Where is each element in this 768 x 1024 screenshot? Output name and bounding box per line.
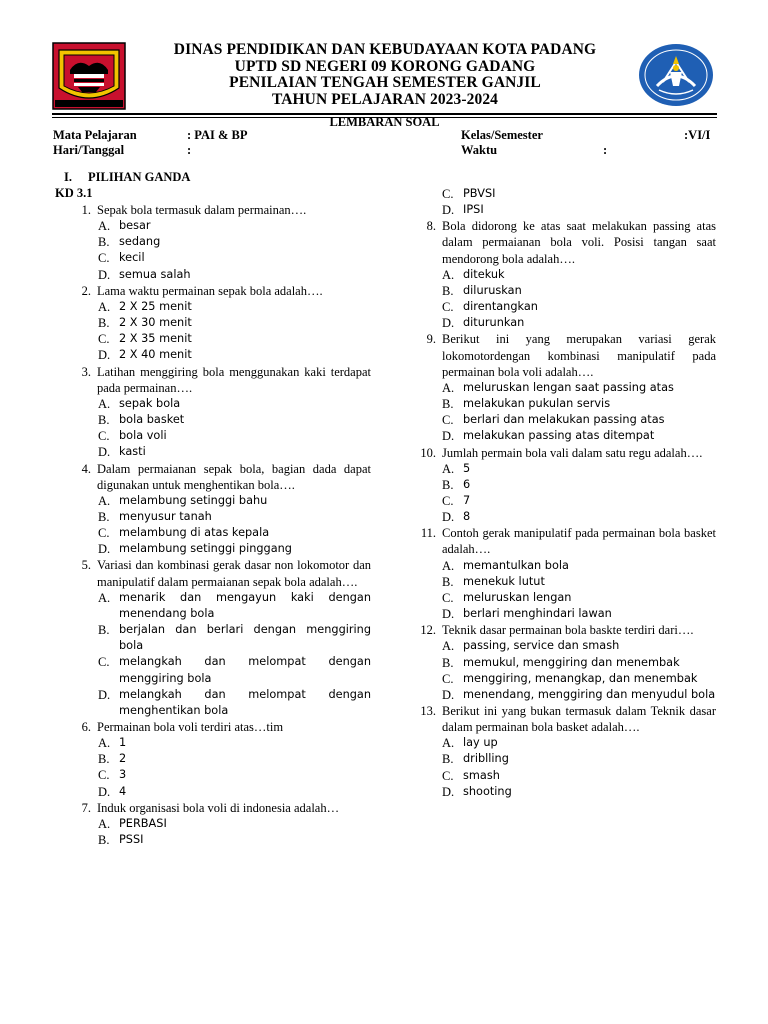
answer-option bbox=[418, 574, 716, 590]
question-item bbox=[418, 331, 716, 444]
answer-option bbox=[55, 412, 371, 428]
sheet-title: LEMBARAN SOAL bbox=[329, 115, 440, 129]
option-letter: A. bbox=[98, 299, 111, 314]
exam-name: PENILAIAN TENGAH SEMESTER GANJIL bbox=[229, 74, 541, 91]
option-text: menyusur tanah bbox=[119, 509, 212, 523]
question-stem bbox=[418, 331, 716, 379]
answer-option bbox=[418, 606, 716, 622]
option-letter: D. bbox=[442, 510, 455, 525]
option-text: melambung setinggi bahu bbox=[119, 493, 268, 507]
option-text: menekuk lutut bbox=[463, 574, 545, 588]
option-text: 5 bbox=[463, 461, 471, 475]
option-letter: D. bbox=[98, 784, 111, 799]
section-number: I. bbox=[64, 170, 72, 184]
school-name: UPTD SD NEGERI 09 KORONG GADANG bbox=[234, 57, 536, 75]
day-label: Hari/Tanggal bbox=[53, 143, 125, 157]
question-item bbox=[418, 218, 716, 331]
option-text: PSSI bbox=[119, 833, 144, 847]
option-letter: A. bbox=[442, 461, 455, 476]
time-label: Waktu bbox=[461, 143, 498, 157]
answer-option bbox=[55, 541, 371, 557]
question-text: Contoh gerak manipulatif pada permainan bola basket adalah…. bbox=[442, 526, 716, 557]
school-year: TAHUN PELAJARAN 2023-2024 bbox=[271, 90, 499, 108]
option-letter: B. bbox=[98, 316, 110, 331]
question-number bbox=[418, 622, 442, 638]
option-letter: A. bbox=[98, 493, 111, 508]
question-number bbox=[418, 525, 442, 557]
option-text: sedang bbox=[119, 235, 161, 249]
option-letter: C. bbox=[442, 671, 454, 686]
question-item bbox=[55, 719, 371, 800]
answer-option bbox=[55, 218, 371, 234]
option-text: 6 bbox=[463, 477, 471, 491]
answer-option bbox=[55, 267, 371, 283]
option-letter: B. bbox=[98, 833, 110, 848]
option-letter: A. bbox=[442, 558, 455, 573]
option-text: memukul, menggiring dan menembak bbox=[463, 655, 680, 669]
continued-options bbox=[418, 186, 716, 218]
option-text: 7 bbox=[463, 493, 471, 507]
option-letter: C. bbox=[442, 300, 454, 315]
letterhead bbox=[130, 42, 640, 108]
question-stem bbox=[418, 525, 716, 557]
question-number bbox=[55, 557, 97, 589]
option-text: 2 X 25 menit bbox=[119, 299, 192, 313]
question-stem bbox=[55, 557, 371, 589]
subject-label: Mata Pelajaran bbox=[53, 128, 137, 142]
option-letter: B. bbox=[98, 413, 110, 428]
questions-right-column bbox=[418, 186, 716, 800]
answer-option bbox=[418, 267, 716, 283]
option-text: meluruskan lengan bbox=[463, 590, 572, 604]
option-letter: D. bbox=[98, 348, 111, 363]
option-letter: A. bbox=[98, 816, 111, 831]
option-text: driblling bbox=[463, 752, 509, 766]
option-text: meluruskan lengan saat passing atas bbox=[463, 380, 674, 394]
question-text: Latihan menggiring bola menggunakan kaki terdapat pada permainan…. bbox=[97, 364, 371, 395]
questions-left-column bbox=[55, 202, 371, 848]
option-letter: C. bbox=[98, 429, 110, 444]
option-letter: D. bbox=[442, 687, 455, 702]
question-stem bbox=[55, 202, 371, 218]
question-stem bbox=[55, 800, 371, 816]
question-stem bbox=[418, 218, 716, 266]
option-letter: A. bbox=[442, 736, 455, 751]
answer-option bbox=[55, 832, 371, 848]
answer-option bbox=[55, 234, 371, 250]
question-number-text: 11. bbox=[420, 526, 436, 541]
option-letter: B. bbox=[442, 655, 454, 670]
option-text: besar bbox=[119, 219, 151, 233]
question-number-text: 9. bbox=[426, 332, 436, 347]
option-letter: C. bbox=[98, 332, 110, 347]
answer-option bbox=[418, 412, 716, 428]
option-text: melangkah dan melompat dengan menghentikan bola bbox=[119, 687, 371, 717]
question-stem bbox=[418, 622, 716, 638]
option-text: melangkah dan melompat dengan menggiring bola bbox=[119, 655, 371, 685]
option-letter: D. bbox=[442, 607, 455, 622]
option-text: 8 bbox=[463, 510, 471, 524]
question-text: Permainan bola voli terdiri atas…tim bbox=[97, 720, 284, 734]
question-text: Bola didorong ke atas saat melakukan passing atas dalam permaianan bola voli. Posisi tangan saat mendorong bola adalah…. bbox=[442, 219, 716, 266]
answer-option bbox=[55, 250, 371, 266]
question-number bbox=[55, 800, 97, 816]
option-text: kecil bbox=[119, 251, 145, 265]
option-text: menarik dan mengayun kaki dengan menendang bola bbox=[119, 590, 371, 620]
question-number-text: 7. bbox=[81, 800, 91, 815]
question-item bbox=[418, 525, 716, 622]
option-text: PERBASI bbox=[119, 816, 167, 830]
option-text: PBVSI bbox=[463, 187, 496, 200]
option-letter: B. bbox=[442, 477, 454, 492]
question-number bbox=[418, 331, 442, 379]
answer-option bbox=[55, 444, 371, 460]
option-letter: D. bbox=[442, 316, 455, 331]
answer-option bbox=[55, 622, 371, 654]
question-number-text: 13. bbox=[420, 704, 436, 718]
option-text: berjalan dan berlari dengan menggiring bola bbox=[119, 623, 371, 653]
answer-option bbox=[418, 283, 716, 299]
answer-option bbox=[418, 509, 716, 525]
question-item bbox=[55, 557, 371, 719]
answer-option bbox=[418, 477, 716, 493]
question-text: Dalam permaianan sepak bola, bagian dada dapat digunakan untuk menghentikan bola…. bbox=[97, 461, 371, 492]
question-number-text: 2. bbox=[81, 283, 91, 298]
question-number bbox=[55, 283, 97, 299]
option-letter: C. bbox=[442, 413, 454, 428]
answer-option bbox=[55, 315, 371, 331]
option-letter: C. bbox=[98, 768, 110, 783]
padang-city-emblem-icon bbox=[52, 42, 126, 110]
answer-option bbox=[418, 428, 716, 444]
question-number bbox=[55, 719, 97, 735]
question-item bbox=[55, 283, 371, 364]
question-number-text: 4. bbox=[81, 461, 91, 476]
option-text: diluruskan bbox=[463, 283, 522, 297]
option-text: sepak bola bbox=[119, 396, 181, 410]
option-letter: B. bbox=[442, 752, 454, 767]
question-number bbox=[55, 461, 97, 493]
option-letter: B. bbox=[98, 509, 110, 524]
answer-option bbox=[418, 784, 716, 800]
competency-code: KD 3.1 bbox=[55, 186, 93, 200]
option-text: smash bbox=[463, 768, 500, 782]
question-text: Berikut ini yang merupakan variasi gerak lokomotordengan kombinasi manipulatif pada permainan bola voli adalah…. bbox=[442, 332, 716, 379]
option-text: 2 bbox=[119, 752, 127, 766]
answer-option bbox=[55, 767, 371, 783]
answer-option bbox=[55, 493, 371, 509]
question-item bbox=[55, 461, 371, 558]
question-item bbox=[418, 622, 716, 703]
question-number-text: 1. bbox=[81, 203, 91, 217]
option-letter: C. bbox=[442, 768, 454, 783]
option-text: shooting bbox=[463, 784, 512, 798]
day-value: : bbox=[187, 143, 192, 157]
option-letter: A. bbox=[98, 396, 111, 411]
answer-option bbox=[418, 768, 716, 784]
question-item bbox=[55, 800, 371, 848]
question-number bbox=[55, 202, 97, 218]
option-letter: A. bbox=[442, 267, 455, 282]
answer-option bbox=[55, 428, 371, 444]
option-letter: C. bbox=[98, 251, 110, 266]
agency-name: DINAS PENDIDIKAN DAN KEBUDAYAAN KOTA PADANG bbox=[173, 41, 597, 58]
answer-option bbox=[418, 186, 716, 202]
subject-value: : PAI & BP bbox=[187, 128, 248, 142]
option-text: melakukan passing atas ditempat bbox=[463, 429, 655, 443]
answer-option bbox=[418, 671, 716, 687]
question-number-text: 3. bbox=[81, 364, 91, 379]
question-number-text: 8. bbox=[426, 219, 436, 234]
answer-option bbox=[55, 751, 371, 767]
answer-option bbox=[55, 654, 371, 686]
option-text: menendang, menggiring dan menyudul bola bbox=[463, 687, 716, 701]
option-letter: B. bbox=[442, 574, 454, 589]
answer-option bbox=[418, 558, 716, 574]
time-value: : bbox=[603, 143, 608, 157]
option-text: melambung setinggi pinggang bbox=[119, 542, 292, 556]
option-text: ditekuk bbox=[463, 267, 505, 281]
option-letter: D. bbox=[98, 542, 111, 557]
answer-option bbox=[55, 784, 371, 800]
answer-option bbox=[418, 461, 716, 477]
answer-option bbox=[418, 687, 716, 703]
option-text: bola voli bbox=[119, 429, 167, 443]
question-stem bbox=[418, 445, 716, 461]
option-letter: C. bbox=[442, 187, 454, 201]
question-stem bbox=[418, 703, 716, 735]
question-text: Lama waktu permainan sepak bola adalah…. bbox=[97, 283, 323, 298]
question-item bbox=[418, 703, 716, 800]
option-text: berlari menghindari lawan bbox=[463, 607, 612, 621]
class-value: :VI/I bbox=[684, 128, 711, 142]
option-text: 3 bbox=[119, 768, 127, 782]
section-title: PILIHAN GANDA bbox=[88, 170, 191, 184]
question-text: Induk organisasi bola voli di indonesia adalah… bbox=[97, 800, 340, 815]
answer-option bbox=[418, 751, 716, 767]
question-text: Teknik dasar permainan bola baskte terdiri dari…. bbox=[442, 623, 694, 638]
question-number bbox=[55, 364, 97, 396]
option-text: 4 bbox=[119, 784, 127, 798]
option-text: diturunkan bbox=[463, 316, 525, 330]
question-number bbox=[418, 703, 442, 735]
question-number-text: 10. bbox=[420, 445, 436, 460]
option-text: kasti bbox=[119, 445, 146, 459]
option-letter: A. bbox=[98, 590, 111, 605]
question-text: Berikut ini yang bukan termasuk dalam Teknik dasar dalam permainan bola basket adalah…. bbox=[442, 704, 716, 735]
option-letter: D. bbox=[98, 687, 111, 702]
option-letter: D. bbox=[442, 203, 455, 218]
option-text: bola basket bbox=[119, 413, 185, 427]
answer-option bbox=[418, 493, 716, 509]
question-stem bbox=[55, 283, 371, 299]
answer-option bbox=[55, 331, 371, 347]
question-item bbox=[55, 364, 371, 461]
option-text: passing, service dan smash bbox=[463, 639, 620, 653]
option-letter: A. bbox=[98, 219, 111, 234]
answer-option bbox=[418, 202, 716, 218]
section-heading bbox=[64, 170, 190, 185]
option-text: melakukan pukulan servis bbox=[463, 397, 611, 411]
question-stem bbox=[55, 461, 371, 493]
answer-option bbox=[418, 396, 716, 412]
answer-option bbox=[418, 638, 716, 654]
option-letter: D. bbox=[442, 784, 455, 799]
question-number-text: 5. bbox=[81, 558, 91, 573]
option-text: 2 X 30 menit bbox=[119, 316, 192, 330]
question-stem bbox=[55, 719, 371, 735]
option-letter: B. bbox=[442, 283, 454, 298]
option-letter: A. bbox=[442, 380, 455, 395]
option-text: semua salah bbox=[119, 267, 191, 281]
tut-wuri-handayani-logo-icon bbox=[637, 42, 715, 108]
question-item bbox=[55, 202, 371, 283]
option-letter: D. bbox=[442, 429, 455, 444]
answer-option bbox=[55, 735, 371, 751]
answer-option bbox=[55, 687, 371, 719]
question-number-text: 12. bbox=[420, 623, 436, 638]
question-number-text: 6. bbox=[81, 720, 91, 734]
answer-option bbox=[55, 299, 371, 315]
option-text: 2 X 40 menit bbox=[119, 348, 192, 362]
answer-option bbox=[55, 816, 371, 832]
question-number bbox=[418, 218, 442, 266]
answer-option bbox=[418, 315, 716, 331]
answer-option bbox=[55, 590, 371, 622]
question-text: Variasi dan kombinasi gerak dasar non lokomotor dan manipulatif dalam permaianan sepak bola adalah…. bbox=[97, 558, 371, 589]
answer-option bbox=[418, 299, 716, 315]
option-text: berlari dan melakukan passing atas bbox=[463, 413, 665, 427]
answer-option bbox=[418, 380, 716, 396]
answer-option bbox=[418, 655, 716, 671]
option-text: melambung di atas kepala bbox=[119, 526, 270, 540]
option-letter: A. bbox=[98, 736, 111, 751]
option-letter: D. bbox=[98, 445, 111, 460]
option-text: direntangkan bbox=[463, 300, 538, 314]
option-letter: B. bbox=[98, 623, 110, 638]
answer-option bbox=[55, 396, 371, 412]
option-text: 1 bbox=[119, 736, 127, 750]
question-item bbox=[418, 445, 716, 526]
answer-option bbox=[55, 525, 371, 541]
option-text: memantulkan bola bbox=[463, 558, 569, 572]
option-text: lay up bbox=[463, 736, 498, 750]
question-number bbox=[418, 445, 442, 461]
option-letter: C. bbox=[442, 590, 454, 605]
option-letter: A. bbox=[442, 639, 455, 654]
answer-option bbox=[418, 590, 716, 606]
option-letter: B. bbox=[98, 752, 110, 767]
question-text: Jumlah permain bola vali dalam satu regu adalah…. bbox=[442, 445, 703, 460]
option-letter: C. bbox=[98, 526, 110, 541]
answer-option bbox=[418, 735, 716, 751]
option-letter: B. bbox=[442, 397, 454, 412]
option-text: 2 X 35 menit bbox=[119, 332, 192, 346]
option-letter: C. bbox=[442, 493, 454, 508]
answer-option bbox=[55, 509, 371, 525]
option-letter: B. bbox=[98, 235, 110, 250]
question-text: Sepak bola termasuk dalam permainan…. bbox=[97, 203, 307, 217]
option-letter: D. bbox=[98, 267, 111, 282]
option-letter: C. bbox=[98, 655, 110, 670]
option-text: menggiring, menangkap, dan menembak bbox=[463, 671, 698, 685]
answer-option bbox=[55, 347, 371, 363]
option-text: IPSI bbox=[463, 203, 484, 217]
question-stem bbox=[55, 364, 371, 396]
class-label: Kelas/Semester bbox=[461, 128, 543, 142]
